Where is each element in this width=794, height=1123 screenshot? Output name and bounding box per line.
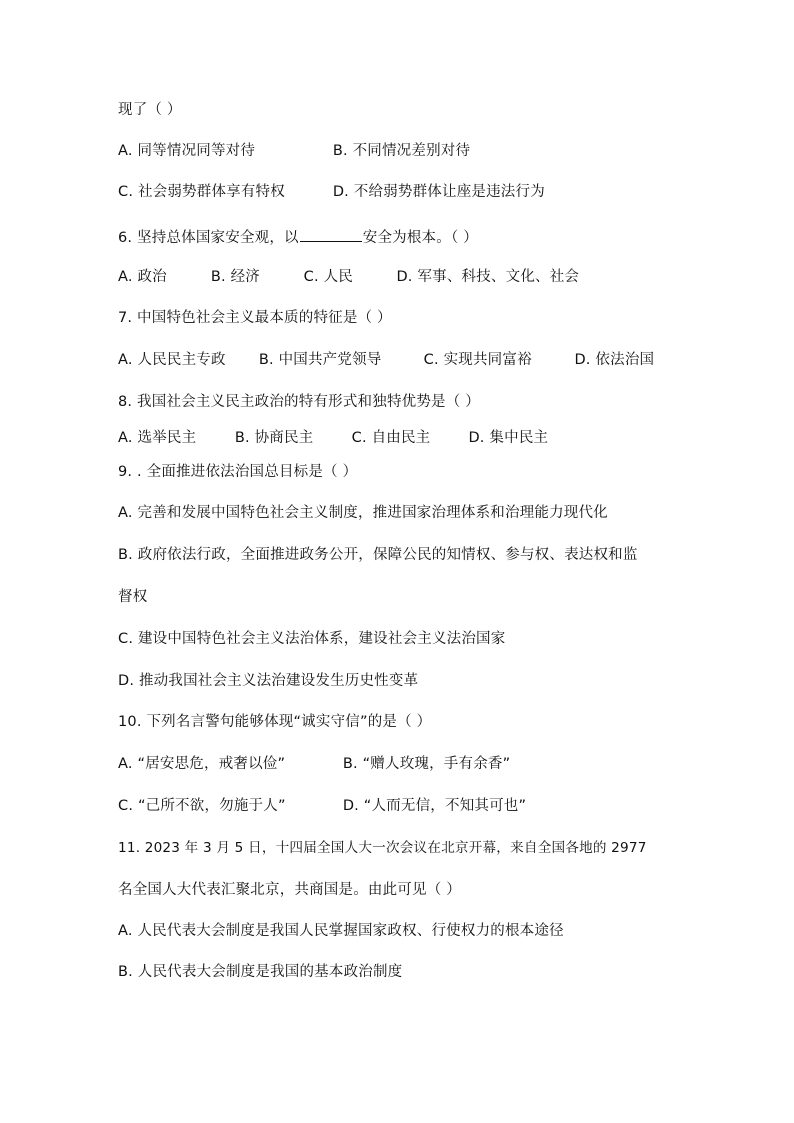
q5-option-c[interactable]: C. 社会弱势群体享有特权 — [118, 184, 285, 200]
q7-option-c[interactable]: C. 实现共同富裕 — [423, 352, 532, 368]
q8-option-c[interactable]: C. 自由民主 — [351, 430, 431, 446]
q10-options-row-1 — [118, 754, 510, 774]
q11-stem: 11. 2023 年 3 月 5 日，十四届全国人大一次会议在北京开幕，来自全国各地的 2977 — [118, 840, 647, 856]
q10-option-d[interactable]: D. “人而无信，不知其可也” — [342, 798, 527, 814]
q6-option-b[interactable]: B. 经济 — [210, 269, 260, 285]
q10-stem: 10. 下列名言警句能够体现“诚实守信”的是（ ） — [118, 714, 432, 730]
q10-option-b[interactable]: B. “赠人玫瑰，手有余香” — [342, 756, 511, 772]
q6-stem — [118, 226, 478, 248]
q10-option-a[interactable]: A. “居安思危，戒奢以俭” — [118, 756, 286, 772]
q7-option-a[interactable]: A. 人民民主专政 — [118, 352, 226, 368]
q7-option-b[interactable]: B. 中国共产党领导 — [258, 352, 382, 368]
q7-stem: 7. 中国特色社会主义最本质的特征是（ ） — [118, 310, 392, 326]
q8-option-b[interactable]: B. 协商民主 — [234, 430, 314, 446]
q5-option-b[interactable]: B. 不同情况差别对待 — [332, 143, 471, 159]
q10-options-row-2 — [118, 796, 526, 816]
q9-stem: 9. . 全面推进依法治国总目标是（ ） — [118, 464, 358, 480]
q9-option-b[interactable]: B. 政府依法行政，全面推进政务公开，保障公民的知情权、参与权、表达权和监 — [118, 547, 638, 563]
q7-option-d[interactable]: D. 依法治国 — [574, 352, 655, 368]
q11-stem-continued: 名全国人大代表汇聚北京，共商国是。由此可见（ ） — [118, 882, 461, 898]
q5-option-d[interactable]: D. 不给弱势群体让座是违法行为 — [332, 184, 545, 200]
q11-option-b[interactable]: B. 人民代表大会制度是我国的基本政治制度 — [118, 964, 403, 980]
q8-options-row — [118, 428, 548, 448]
q6-option-a[interactable]: A. 政治 — [118, 269, 167, 285]
q5-options-row-2 — [118, 182, 545, 202]
q6-option-d[interactable]: D. 军事、科技、文化、社会 — [396, 269, 580, 285]
q6-options-row — [118, 267, 579, 287]
q9-option-c[interactable]: C. 建设中国特色社会主义法治体系，建设社会主义法治国家 — [118, 631, 506, 647]
q5-options-row-1 — [118, 141, 470, 161]
q8-option-d[interactable]: D. 集中民主 — [468, 430, 549, 446]
q10-option-c[interactable]: C. “己所不欲，勿施于人” — [118, 798, 286, 814]
q6-stem-head: 6. 坚持总体国家安全观，以 — [118, 230, 299, 246]
q6-option-c[interactable]: C. 人民 — [303, 269, 353, 285]
q9-option-d[interactable]: D. 推动我国社会主义法治建设发生历史性变革 — [118, 673, 419, 689]
q5-option-a[interactable]: A. 同等情况同等对待 — [118, 143, 256, 159]
q9-option-b-continued: 督权 — [118, 589, 148, 605]
q8-option-a[interactable]: A. 选举民主 — [118, 430, 197, 446]
q9-option-a[interactable]: A. 完善和发展中国特色社会主义制度，推进国家治理体系和治理能力现代化 — [118, 505, 608, 521]
q5-stem-continuation: 现了（ ） — [118, 102, 182, 118]
q7-options-row — [118, 350, 654, 370]
q11-option-a[interactable]: A. 人民代表大会制度是我国人民掌握国家政权、行使权力的根本途径 — [118, 923, 564, 939]
q6-stem-tail: 安全为根本。（ ） — [362, 230, 478, 246]
q8-stem: 8. 我国社会主义民主政治的特有形式和独特优势是（ ） — [118, 394, 480, 410]
q6-fill-blank[interactable] — [300, 226, 362, 242]
